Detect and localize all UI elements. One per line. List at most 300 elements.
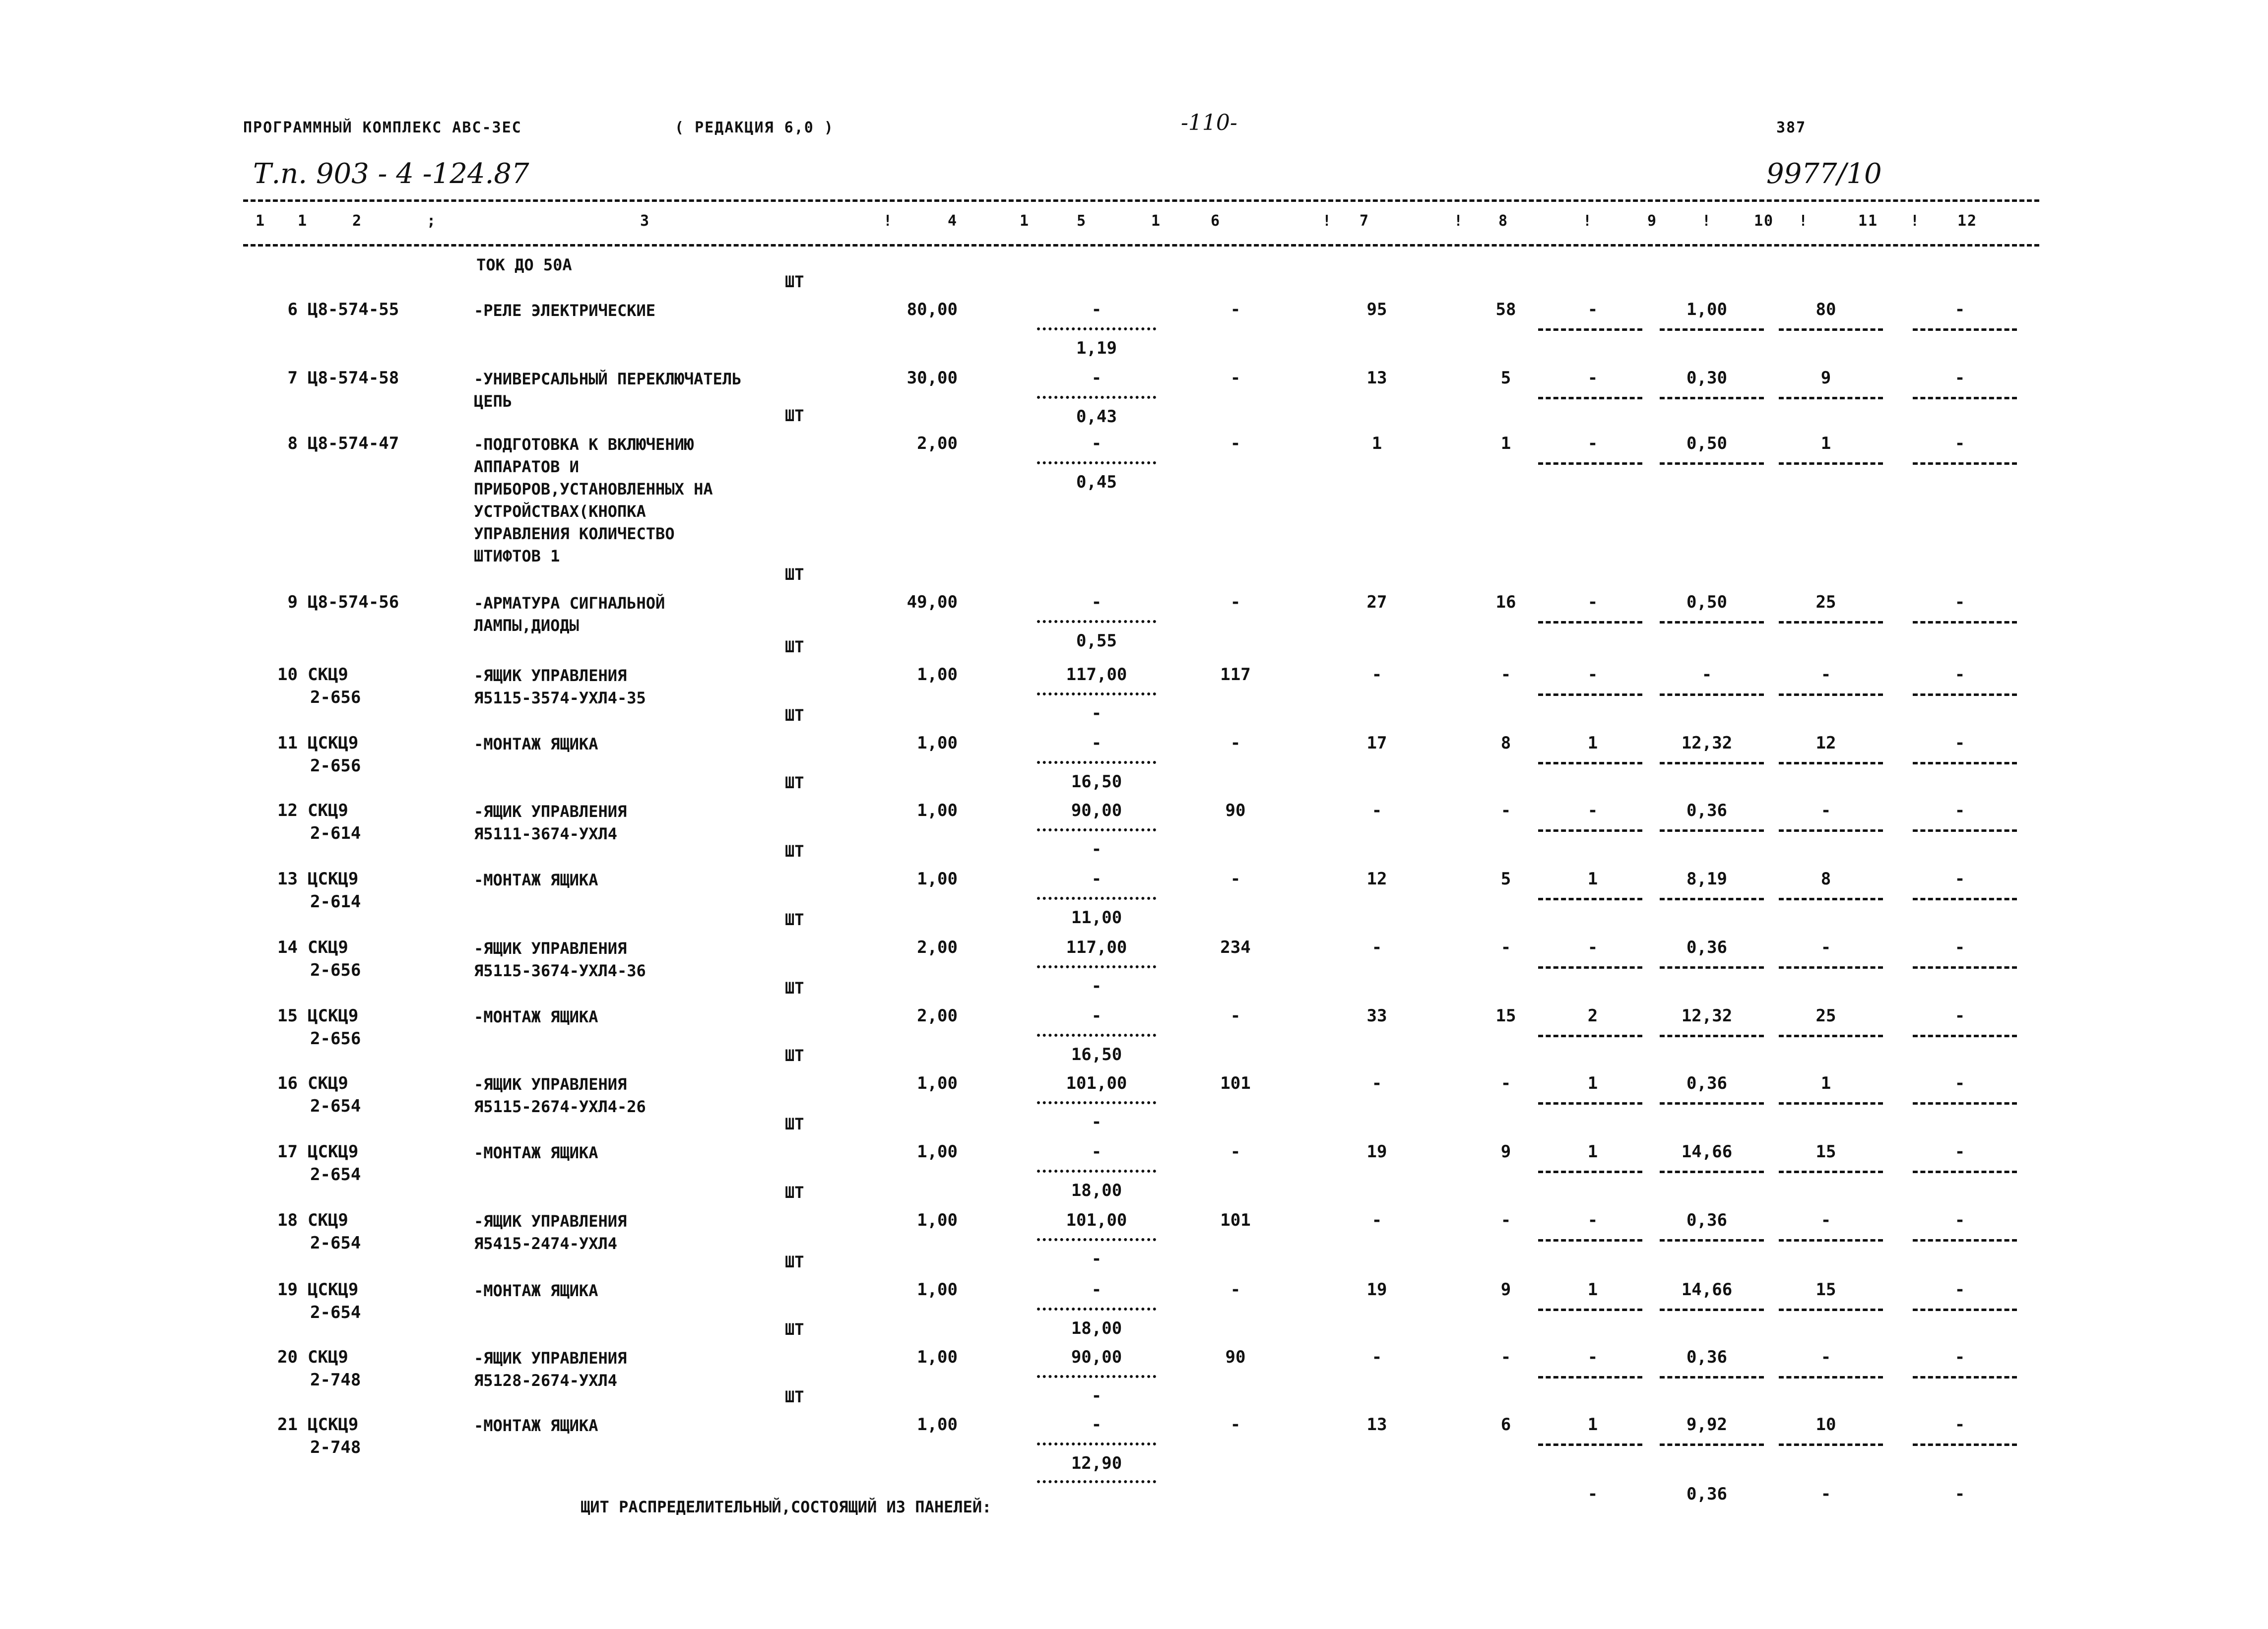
- row-cell-c6: -: [1230, 300, 1241, 319]
- row-rule-c10: [1660, 621, 1764, 624]
- row-cell-c7: -: [1371, 801, 1382, 820]
- row-rule-c9: [1538, 397, 1642, 399]
- row-cell-c8: 6: [1500, 1415, 1511, 1435]
- row-cell-c6: -: [1230, 1142, 1241, 1162]
- row-rule-c5: [1037, 1375, 1156, 1378]
- row-cell-c12: -: [1954, 665, 1965, 685]
- row-cell-c7: 33: [1366, 1006, 1387, 1026]
- row-cell-c11: 8: [1820, 869, 1831, 889]
- row-cell-c12: -: [1954, 1415, 1965, 1435]
- row-cell-c9: -: [1587, 592, 1598, 612]
- row-rule-c11: [1779, 1239, 1883, 1242]
- column-header-cell: 9: [1647, 212, 1658, 230]
- row-unit: ШТ: [785, 842, 804, 861]
- row-code-2: 2-656: [310, 960, 361, 980]
- row-number: 8: [287, 434, 298, 453]
- row-subtotal: -: [1091, 976, 1102, 996]
- column-header-cell: 3: [640, 212, 650, 230]
- row-cell-c12: -: [1954, 1280, 1965, 1300]
- row-cell-c11: 25: [1815, 1006, 1836, 1026]
- row-rule-c11: [1779, 462, 1883, 465]
- row-cell-c7: -: [1371, 1073, 1382, 1093]
- row-number: 11: [277, 733, 298, 753]
- column-header-cell: 7: [1360, 212, 1370, 230]
- row-rule-c9: [1538, 1102, 1642, 1105]
- row-rule-c11: [1779, 1171, 1883, 1173]
- row-rule-c9: [1538, 1309, 1642, 1311]
- row-code: СКЦ9: [308, 1073, 348, 1093]
- row-cell-c11: -: [1820, 1347, 1831, 1367]
- row-rule-c9: [1538, 966, 1642, 969]
- row-rule-c5: [1037, 396, 1156, 399]
- row-rule-c9: [1538, 1171, 1642, 1173]
- row-description: -АРМАТУРА СИГНАЛЬНОЙ: [474, 594, 665, 613]
- row-cell-c9: -: [1587, 300, 1598, 319]
- row-rule-c9: [1538, 898, 1642, 900]
- row-cell-c5: 117,00: [1066, 665, 1127, 685]
- row-cell-c10: 12,32: [1681, 733, 1733, 753]
- row-cell-c10: 0,50: [1686, 434, 1727, 453]
- row-cell-c9: 1: [1587, 1073, 1598, 1093]
- column-header-cell: 5: [1077, 212, 1087, 230]
- program-title: ПРОГРАММНЫЙ КОМПЛЕКС АВС-3ЕС: [243, 119, 522, 136]
- row-code-2: 2-654: [310, 1096, 361, 1116]
- row-code: Ц8-574-56: [308, 592, 399, 612]
- row-rule-c10: [1660, 462, 1764, 465]
- row-rule-c12: [1913, 898, 2017, 900]
- row-rule-c9: [1538, 1376, 1642, 1378]
- row-cell-c8: 8: [1500, 733, 1511, 753]
- row-rule-c11: [1779, 966, 1883, 969]
- row-code: СКЦ9: [308, 665, 348, 685]
- row-description: ШТИФТОВ 1: [474, 547, 560, 565]
- row-rule-c11: [1779, 762, 1883, 764]
- column-header-cell: 4: [948, 212, 958, 230]
- column-header-cell: !: [1799, 212, 1809, 230]
- row-description: -ЯЩИК УПРАВЛЕНИЯ: [474, 939, 627, 958]
- row-cell-c12: -: [1954, 1347, 1965, 1367]
- row-unit: ШТ: [785, 565, 804, 584]
- row-rule-c10: [1660, 1443, 1764, 1446]
- column-header-cell: !: [1583, 212, 1593, 230]
- row-rule-c5: [1037, 1170, 1156, 1173]
- row-cell-c6: -: [1230, 1415, 1241, 1435]
- row-unit: ШТ: [785, 637, 804, 656]
- row-cell-c9: 1: [1587, 733, 1598, 753]
- row-description: -РЕЛЕ ЭЛЕКТРИЧЕСКИЕ: [474, 301, 656, 320]
- row-rule-c5: [1037, 327, 1156, 330]
- row-description: -МОНТАЖ ЯЩИКА: [474, 1007, 598, 1026]
- row-cell-c5: -: [1091, 300, 1102, 319]
- row-code: СКЦ9: [308, 1347, 348, 1367]
- row-cell-c5: -: [1091, 368, 1102, 388]
- row-rule-c12: [1913, 621, 2017, 624]
- row-subtotal: 18,00: [1071, 1181, 1122, 1200]
- row-number: 18: [277, 1210, 298, 1230]
- row-subtotal: -: [1091, 1249, 1102, 1269]
- row-cell-c4: 2,00: [917, 1006, 958, 1026]
- row-cell-c4: 1,00: [917, 1210, 958, 1230]
- row-cell-c9: -: [1587, 665, 1598, 685]
- row-code-2: 2-748: [310, 1438, 361, 1457]
- column-header-cell: !: [1702, 212, 1712, 230]
- column-header-cell: 6: [1211, 212, 1221, 230]
- row-description: УСТРОЙСТВАХ(КНОПКА: [474, 502, 646, 521]
- row-cell-c7: -: [1371, 938, 1382, 957]
- column-header-cell: 1: [256, 212, 266, 230]
- row-rule-c5: [1037, 1442, 1156, 1445]
- last-subtotal-c10: 0,36: [1686, 1484, 1727, 1504]
- row-cell-c10: 0,36: [1686, 938, 1727, 957]
- row-cell-c11: 1: [1820, 434, 1831, 453]
- row-description: Я5111-3674-УХЛ4: [474, 824, 617, 843]
- row-rule-c11: [1779, 397, 1883, 399]
- row-code: СКЦ9: [308, 938, 348, 957]
- footer-caption: ЩИТ РАСПРЕДЕЛИТЕЛЬНЫЙ,СОСТОЯЩИЙ ИЗ ПАНЕЛЕЙ:: [581, 1498, 992, 1516]
- row-unit: ШТ: [785, 1253, 804, 1271]
- row-description: -МОНТАЖ ЯЩИКА: [474, 1416, 598, 1435]
- row-rule-c11: [1779, 1309, 1883, 1311]
- row-rule-c12: [1913, 1309, 2017, 1311]
- row-rule-c12: [1913, 1102, 2017, 1105]
- row-number: 9: [287, 592, 298, 612]
- row-cell-c4: 1,00: [917, 1415, 958, 1435]
- row-subtotal: 1,19: [1076, 338, 1117, 358]
- row-cell-c5: -: [1091, 1142, 1102, 1162]
- row-cell-c11: -: [1820, 1210, 1831, 1230]
- row-cell-c6: 234: [1220, 938, 1251, 957]
- row-rule-c5: [1037, 1238, 1156, 1241]
- row-cell-c8: -: [1500, 1073, 1511, 1093]
- row-description: Я5115-2674-УХЛ4-26: [474, 1097, 646, 1116]
- row-cell-c7: 13: [1366, 1415, 1387, 1435]
- row-cell-c5: -: [1091, 1006, 1102, 1026]
- row-number: 21: [277, 1415, 298, 1435]
- row-cell-c5: 117,00: [1066, 938, 1127, 957]
- row-code: Ц8-574-47: [308, 434, 399, 453]
- row-cell-c8: 15: [1495, 1006, 1516, 1026]
- row-cell-c6: -: [1230, 368, 1241, 388]
- row-code-2: 2-656: [310, 688, 361, 707]
- document-number: 9977/10: [1766, 158, 1882, 190]
- row-cell-c4: 1,00: [917, 665, 958, 685]
- row-rule-c9: [1538, 1443, 1642, 1446]
- row-cell-c8: -: [1500, 1210, 1511, 1230]
- header-rule-top: [243, 199, 2039, 202]
- row-rule-c11: [1779, 829, 1883, 832]
- row-cell-c7: 27: [1366, 592, 1387, 612]
- edition-label: ( РЕДАКЦИЯ 6,0 ): [675, 119, 834, 136]
- row-rule-c10: [1660, 1376, 1764, 1378]
- row-cell-c10: 0,36: [1686, 801, 1727, 820]
- row-rule-c12: [1913, 966, 2017, 969]
- row-cell-c10: -: [1701, 665, 1712, 685]
- row-number: 20: [277, 1347, 298, 1367]
- column-header-cell: 2: [352, 212, 363, 230]
- row-rule-c12: [1913, 1035, 2017, 1037]
- row-unit: ШТ: [785, 1387, 804, 1406]
- row-cell-c9: 1: [1587, 1415, 1598, 1435]
- row-cell-c7: 19: [1366, 1142, 1387, 1162]
- row-cell-c12: -: [1954, 300, 1965, 319]
- row-cell-c6: 90: [1225, 1347, 1246, 1367]
- last-rule-c5: [1037, 1480, 1156, 1483]
- row-rule-c10: [1660, 693, 1764, 696]
- row-cell-c11: -: [1820, 801, 1831, 820]
- row-unit: ШТ: [785, 272, 804, 291]
- row-cell-c5: 101,00: [1066, 1210, 1127, 1230]
- row-cell-c12: -: [1954, 1073, 1965, 1093]
- row-cell-c4: 1,00: [917, 801, 958, 820]
- row-rule-c12: [1913, 829, 2017, 832]
- row-description: ЦЕПЬ: [474, 392, 513, 411]
- row-unit: ШТ: [785, 1183, 804, 1202]
- row-subtotal: 16,50: [1071, 1045, 1122, 1065]
- row-cell-c12: -: [1954, 869, 1965, 889]
- row-cell-c4: 1,00: [917, 1073, 958, 1093]
- row-rule-c12: [1913, 462, 2017, 465]
- row-cell-c4: 1,00: [917, 1347, 958, 1367]
- row-number: 13: [277, 869, 298, 889]
- row-cell-c5: 90,00: [1071, 1347, 1122, 1367]
- row-number: 19: [277, 1280, 298, 1300]
- row-code-2: 2-614: [310, 892, 361, 912]
- row-unit: ШТ: [785, 773, 804, 792]
- row-subtotal: 0,55: [1076, 631, 1117, 651]
- row-description: -МОНТАЖ ЯЩИКА: [474, 871, 598, 889]
- row-cell-c11: -: [1820, 938, 1831, 957]
- row-cell-c11: 25: [1815, 592, 1836, 612]
- last-subtotal-c12: -: [1954, 1484, 1965, 1504]
- row-rule-c5: [1037, 1101, 1156, 1104]
- row-cell-c4: 2,00: [917, 434, 958, 453]
- row-code: СКЦ9: [308, 1210, 348, 1230]
- row-description: -МОНТАЖ ЯЩИКА: [474, 1143, 598, 1162]
- row-description: АППАРАТОВ И: [474, 457, 579, 476]
- row-cell-c11: 12: [1815, 733, 1836, 753]
- row-number: 10: [277, 665, 298, 685]
- column-header-cell: 8: [1498, 212, 1509, 230]
- row-cell-c4: 2,00: [917, 938, 958, 957]
- row-rule-c11: [1779, 1102, 1883, 1105]
- row-cell-c6: 117: [1220, 665, 1251, 685]
- row-cell-c9: -: [1587, 434, 1598, 453]
- row-description: -ЯЩИК УПРАВЛЕНИЯ: [474, 1212, 627, 1231]
- row-cell-c6: -: [1230, 592, 1241, 612]
- row-cell-c10: 12,32: [1681, 1006, 1733, 1026]
- row-rule-c9: [1538, 1239, 1642, 1242]
- row-cell-c10: 0,30: [1686, 368, 1727, 388]
- row-cell-c12: -: [1954, 592, 1965, 612]
- row-code: ЦСКЦ9: [308, 1415, 359, 1435]
- row-cell-c7: 95: [1366, 300, 1387, 319]
- column-header-cell: !: [1910, 212, 1921, 230]
- row-cell-c4: 49,00: [907, 592, 958, 612]
- row-rule-c10: [1660, 1171, 1764, 1173]
- row-description: -ЯЩИК УПРАВЛЕНИЯ: [474, 802, 627, 821]
- section-subheader: ТОК ДО 50А: [476, 255, 572, 274]
- row-code: Ц8-574-58: [308, 368, 399, 388]
- row-code: ЦСКЦ9: [308, 1142, 359, 1162]
- row-rule-c12: [1913, 1443, 2017, 1446]
- row-subtotal: -: [1091, 1112, 1102, 1132]
- column-header-cell: 10: [1754, 212, 1774, 230]
- row-code: ЦСКЦ9: [308, 1006, 359, 1026]
- row-rule-c5: [1037, 692, 1156, 695]
- row-code-2: 2-748: [310, 1370, 361, 1390]
- last-subtotal-c11: -: [1820, 1484, 1831, 1504]
- column-header-cell: ;: [427, 212, 437, 230]
- row-unit: ШТ: [785, 706, 804, 725]
- row-rule-c11: [1779, 1443, 1883, 1446]
- row-unit: ШТ: [785, 910, 804, 929]
- row-rule-c9: [1538, 462, 1642, 465]
- row-unit: ШТ: [785, 1046, 804, 1065]
- row-number: 17: [277, 1142, 298, 1162]
- last-subtotal-c9: -: [1587, 1484, 1598, 1504]
- row-subtotal: 0,43: [1076, 407, 1117, 427]
- header-rule-bottom: [243, 244, 2039, 247]
- column-header-cell: !: [883, 212, 894, 230]
- row-rule-c5: [1037, 1034, 1156, 1037]
- row-cell-c12: -: [1954, 434, 1965, 453]
- row-cell-c6: -: [1230, 869, 1241, 889]
- row-rule-c10: [1660, 1309, 1764, 1311]
- column-header-cell: 1: [1020, 212, 1030, 230]
- row-description: ЛАМПЫ,ДИОДЫ: [474, 616, 579, 635]
- row-cell-c12: -: [1954, 938, 1965, 957]
- row-description: -ЯЩИК УПРАВЛЕНИЯ: [474, 1349, 627, 1368]
- row-description: -ЯЩИК УПРАВЛЕНИЯ: [474, 1075, 627, 1094]
- row-rule-c11: [1779, 621, 1883, 624]
- row-number: 16: [277, 1073, 298, 1093]
- row-cell-c8: 16: [1495, 592, 1516, 612]
- row-description: Я5115-3574-УХЛ4-35: [474, 689, 646, 707]
- row-code: СКЦ9: [308, 801, 348, 820]
- row-rule-c9: [1538, 621, 1642, 624]
- row-cell-c9: 1: [1587, 1142, 1598, 1162]
- row-cell-c10: 0,36: [1686, 1073, 1727, 1093]
- row-description: -УНИВЕРСАЛЬНЫЙ ПЕРЕКЛЮЧАТЕЛЬ: [474, 370, 742, 388]
- row-rule-c10: [1660, 898, 1764, 900]
- row-unit: ШТ: [785, 406, 804, 425]
- row-cell-c12: -: [1954, 733, 1965, 753]
- row-rule-c5: [1037, 1308, 1156, 1311]
- row-cell-c4: 30,00: [907, 368, 958, 388]
- row-cell-c10: 1,00: [1686, 300, 1727, 319]
- row-subtotal: 18,00: [1071, 1318, 1122, 1338]
- row-rule-c10: [1660, 966, 1764, 969]
- row-cell-c5: -: [1091, 869, 1102, 889]
- row-cell-c9: -: [1587, 1347, 1598, 1367]
- row-cell-c11: 1: [1820, 1073, 1831, 1093]
- row-code-2: 2-654: [310, 1233, 361, 1253]
- row-description: -ПОДГОТОВКА К ВКЛЮЧЕНИЮ: [474, 435, 694, 454]
- row-cell-c7: 13: [1366, 368, 1387, 388]
- row-cell-c10: 14,66: [1681, 1280, 1733, 1300]
- row-cell-c6: -: [1230, 733, 1241, 753]
- row-cell-c9: 1: [1587, 1280, 1598, 1300]
- row-code: ЦСКЦ9: [308, 869, 359, 889]
- column-header-cell: 1: [298, 212, 308, 230]
- row-unit: ШТ: [785, 1320, 804, 1339]
- row-description: -МОНТАЖ ЯЩИКА: [474, 735, 598, 753]
- row-cell-c8: 5: [1500, 869, 1511, 889]
- column-header-cell: 11: [1858, 212, 1879, 230]
- column-header-cell: !: [1322, 212, 1333, 230]
- row-code-2: 2-654: [310, 1165, 361, 1185]
- row-code-2: 2-654: [310, 1303, 361, 1322]
- row-cell-c9: 1: [1587, 869, 1598, 889]
- row-cell-c9: -: [1587, 1210, 1598, 1230]
- row-code: Ц8-574-55: [308, 300, 399, 319]
- row-cell-c4: 1,00: [917, 733, 958, 753]
- row-number: 14: [277, 938, 298, 957]
- row-cell-c8: -: [1500, 665, 1511, 685]
- row-cell-c10: 0,36: [1686, 1210, 1727, 1230]
- row-cell-c11: 15: [1815, 1142, 1836, 1162]
- column-header-cell: 1: [1151, 212, 1162, 230]
- row-number: 15: [277, 1006, 298, 1026]
- row-cell-c4: 1,00: [917, 1280, 958, 1300]
- row-rule-c12: [1913, 397, 2017, 399]
- row-cell-c5: -: [1091, 733, 1102, 753]
- row-cell-c6: -: [1230, 1006, 1241, 1026]
- row-number: 6: [287, 300, 298, 319]
- row-cell-c10: 8,19: [1686, 869, 1727, 889]
- row-rule-c11: [1779, 693, 1883, 696]
- row-cell-c8: 58: [1495, 300, 1516, 319]
- row-rule-c9: [1538, 829, 1642, 832]
- row-cell-c10: 0,36: [1686, 1347, 1727, 1367]
- row-cell-c5: 90,00: [1071, 801, 1122, 820]
- row-cell-c7: -: [1371, 1210, 1382, 1230]
- row-rule-c11: [1779, 1035, 1883, 1037]
- row-cell-c8: 5: [1500, 368, 1511, 388]
- row-cell-c12: -: [1954, 1210, 1965, 1230]
- row-cell-c12: -: [1954, 1142, 1965, 1162]
- row-cell-c5: -: [1091, 1280, 1102, 1300]
- column-header-cell: !: [1454, 212, 1464, 230]
- row-rule-c10: [1660, 762, 1764, 764]
- handwritten-page-number: -110-: [1181, 110, 1237, 135]
- column-header-cell: 12: [1957, 212, 1978, 230]
- row-rule-c12: [1913, 328, 2017, 331]
- row-subtotal: -: [1091, 703, 1102, 723]
- row-cell-c8: 1: [1500, 434, 1511, 453]
- row-number: 12: [277, 801, 298, 820]
- row-rule-c12: [1913, 762, 2017, 764]
- row-cell-c9: -: [1587, 938, 1598, 957]
- row-code-2: 2-614: [310, 823, 361, 843]
- row-rule-c5: [1037, 620, 1156, 623]
- row-description: -ЯЩИК УПРАВЛЕНИЯ: [474, 666, 627, 685]
- row-rule-c9: [1538, 762, 1642, 764]
- row-subtotal: -: [1091, 1386, 1102, 1406]
- row-rule-c11: [1779, 328, 1883, 331]
- row-cell-c7: -: [1371, 1347, 1382, 1367]
- row-cell-c10: 0,50: [1686, 592, 1727, 612]
- row-cell-c8: 9: [1500, 1142, 1511, 1162]
- row-cell-c4: 80,00: [907, 300, 958, 319]
- row-subtotal: 0,45: [1076, 472, 1117, 492]
- row-description: Я5115-3674-УХЛ4-36: [474, 961, 646, 980]
- row-cell-c11: 80: [1815, 300, 1836, 319]
- row-cell-c11: 9: [1820, 368, 1831, 388]
- document-code: Т.п. 903 - 4 -124.87: [253, 158, 529, 190]
- row-code-2: 2-656: [310, 756, 361, 776]
- row-rule-c10: [1660, 829, 1764, 832]
